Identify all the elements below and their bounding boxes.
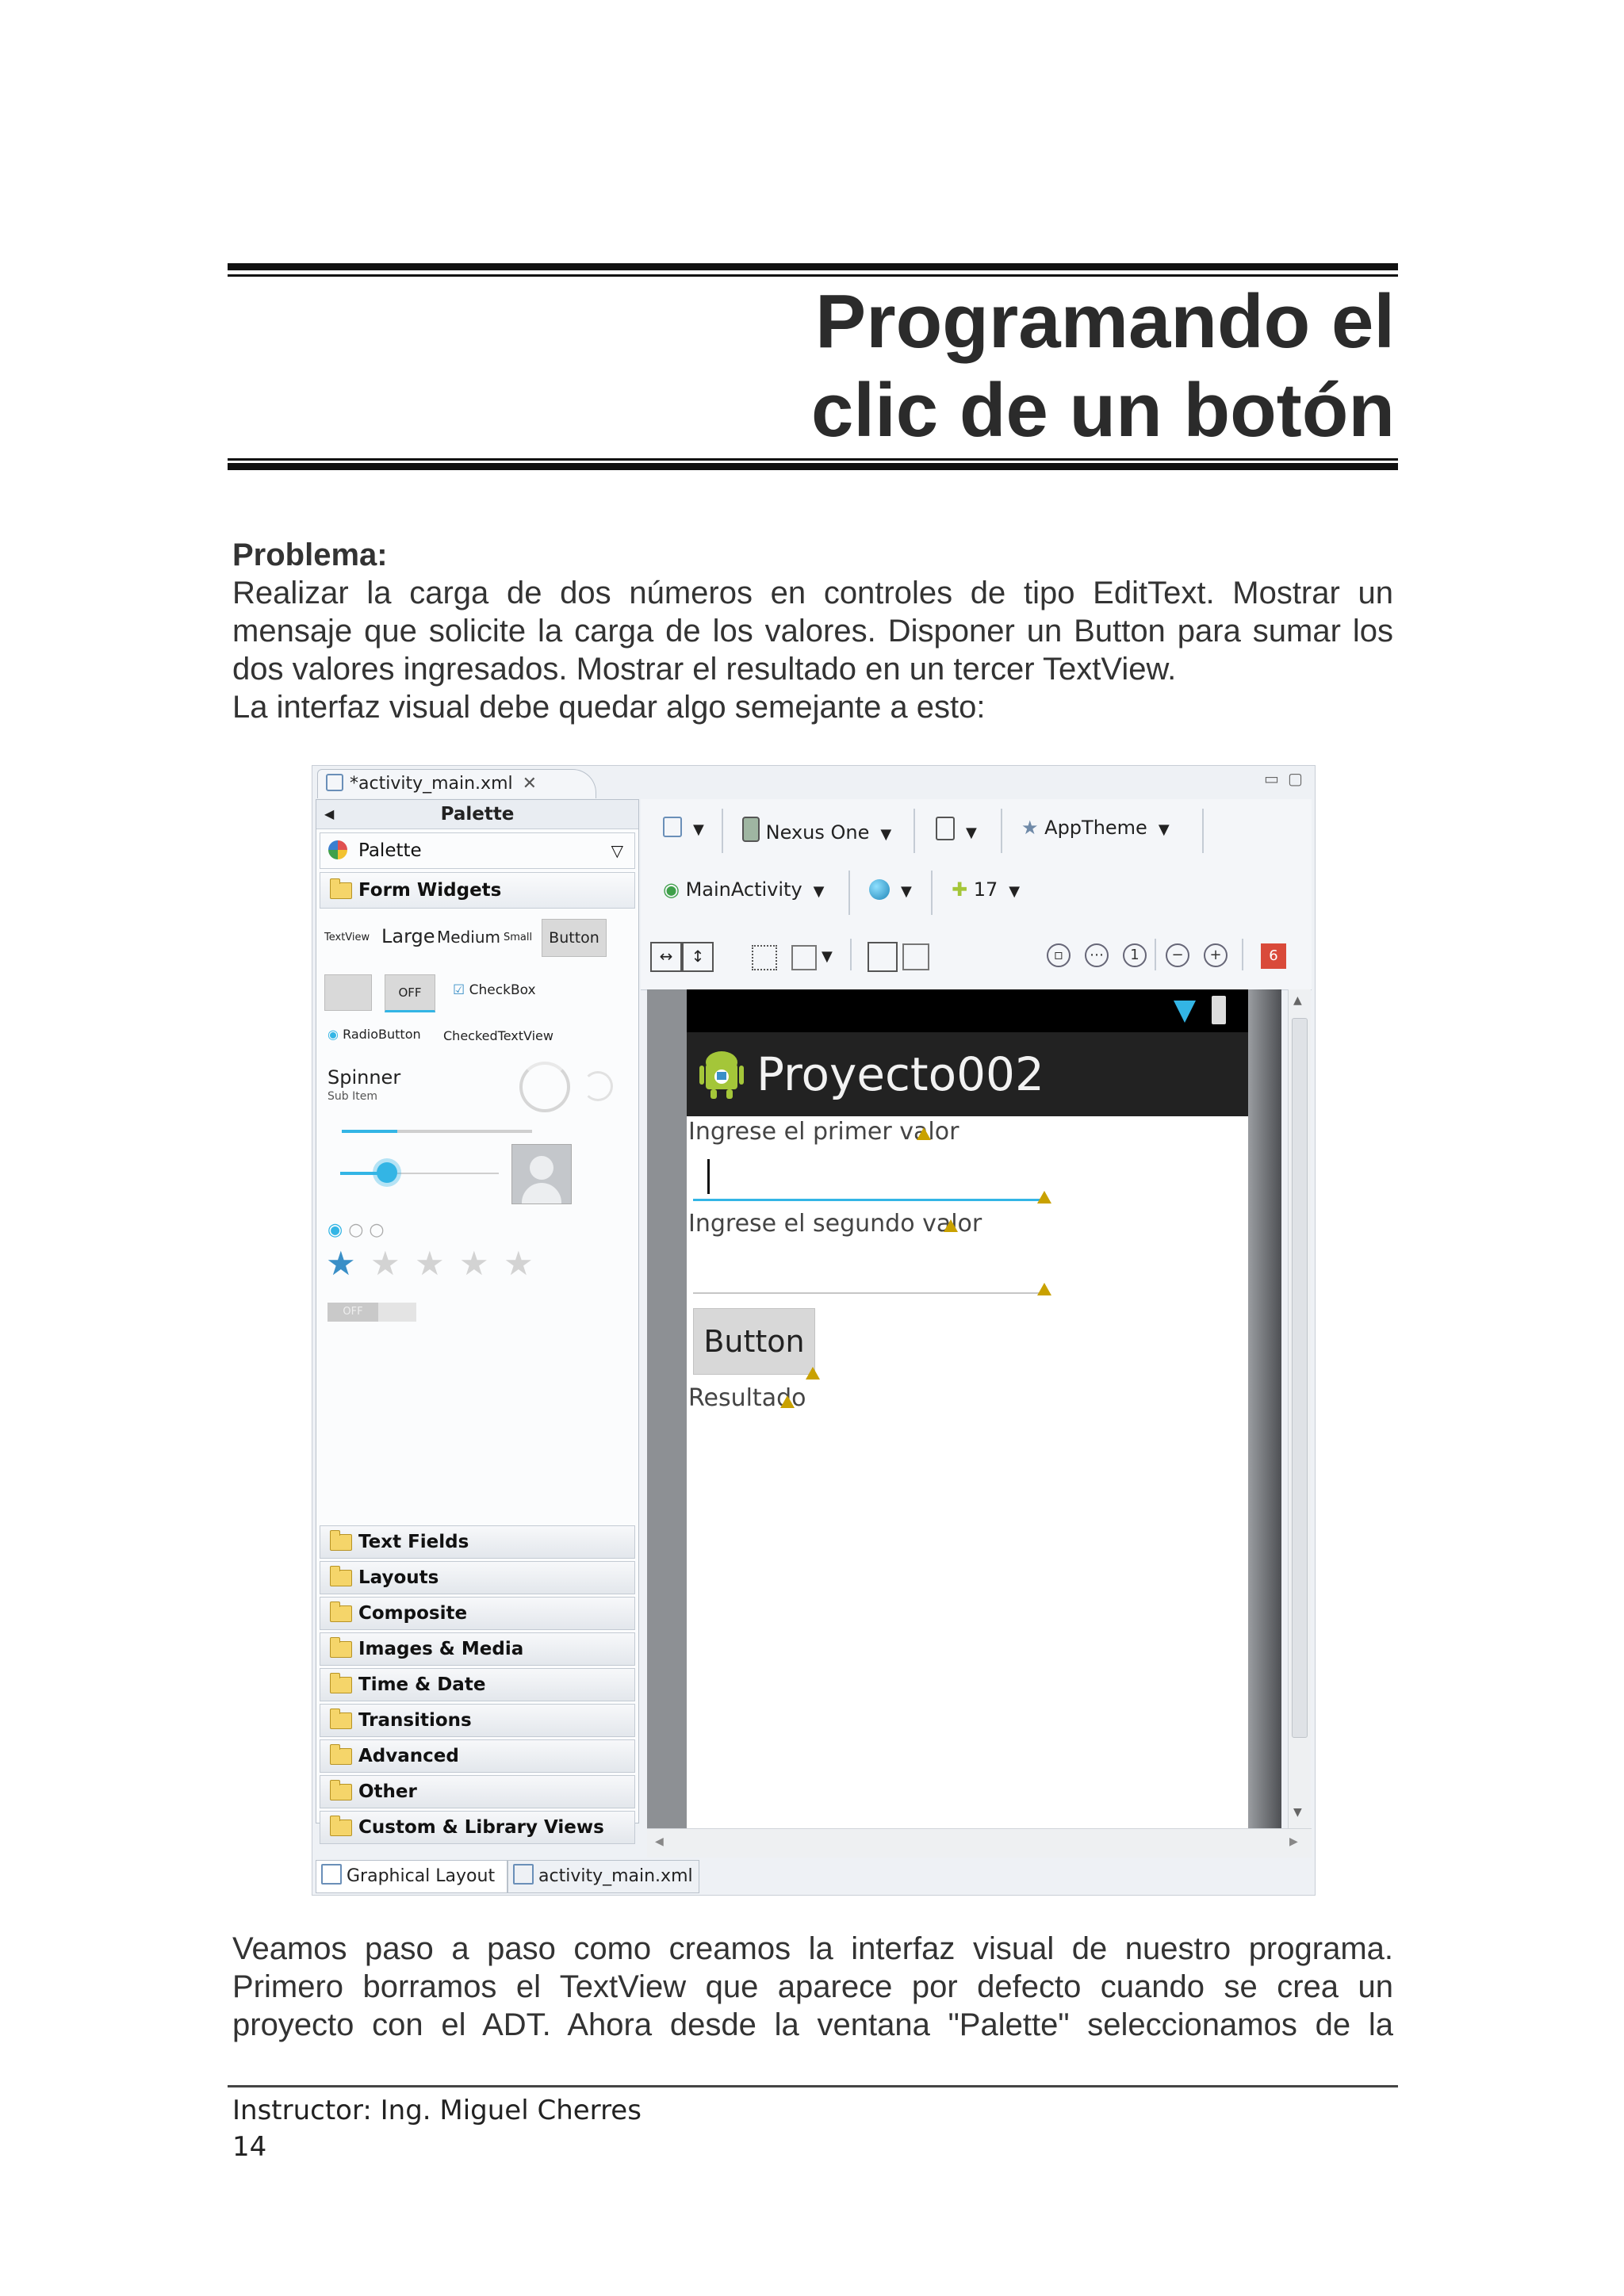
palette-header — [316, 800, 638, 829]
category-other[interactable]: Other — [320, 1775, 635, 1808]
scroll-up-icon[interactable]: ▲ — [1293, 994, 1302, 1007]
checkbox-label: CheckBox — [469, 982, 536, 998]
avatar-body-icon — [522, 1183, 561, 1203]
radio-group-icons[interactable]: ◉ ○ ○ — [327, 1220, 385, 1240]
wifi-icon — [1174, 1001, 1196, 1023]
widget-toggle[interactable]: OFF — [385, 974, 435, 1012]
config-icon — [663, 817, 682, 837]
tab-graphical-layout[interactable] — [316, 1860, 508, 1893]
widget-button[interactable]: Button — [542, 919, 607, 957]
toolbar-separator — [850, 939, 852, 970]
footer-rule — [228, 2085, 1398, 2087]
device-selector[interactable]: Nexus One ▼ — [742, 817, 891, 844]
title-rule-top — [228, 263, 1398, 270]
quickcontact-avatar[interactable] — [511, 1144, 572, 1204]
problem-label: Problema: — [232, 538, 388, 572]
progress-horizontal[interactable] — [342, 1130, 532, 1133]
category-layouts[interactable]: Layouts — [320, 1561, 635, 1594]
widget-checkbox[interactable] — [453, 982, 536, 998]
toolbar-separator — [848, 871, 850, 915]
category-label: Form Widgets — [358, 880, 502, 901]
widget-small[interactable]: Small — [504, 932, 533, 943]
progress-fill — [342, 1130, 397, 1133]
globe-icon — [869, 879, 890, 900]
phone-icon — [742, 817, 760, 842]
toolbar-separator — [1001, 809, 1002, 853]
page-number: 14 — [232, 2131, 267, 2163]
star-filled-icon: ★ — [326, 1244, 356, 1283]
label-second-value[interactable]: Ingrese el segundo valor — [688, 1210, 982, 1238]
device-name: Nexus One — [765, 821, 870, 844]
zoom-real-icon[interactable]: ⋯ — [1085, 943, 1109, 967]
app-title: Proyecto002 — [756, 1047, 1044, 1101]
tab-activity-main-xml-label: activity_main.xml — [538, 1866, 693, 1886]
tab-graphical-layout-label: Graphical Layout — [347, 1866, 496, 1886]
radio-label: RadioButton — [343, 1027, 421, 1042]
star-empty-icon: ★ — [370, 1244, 400, 1283]
star-empty-icon: ★ — [504, 1244, 534, 1283]
warning-icon — [780, 1395, 795, 1408]
error-count-badge[interactable]: 6 — [1261, 943, 1286, 969]
activity-name: MainActivity — [685, 878, 802, 901]
zoom-fit-icon[interactable]: ▫ — [1047, 943, 1071, 967]
edittext-first-value[interactable] — [693, 1199, 1045, 1201]
form-content — [687, 1116, 1248, 1828]
folder-icon — [330, 1570, 352, 1586]
warning-icon — [1037, 1283, 1051, 1295]
page-title-line2: clic de un botón — [811, 368, 1395, 453]
maximize-icon[interactable]: ▢ — [1288, 769, 1303, 788]
page-title-line1: Programando el — [815, 279, 1395, 364]
seekbar[interactable] — [340, 1173, 499, 1174]
switch-off-label: OFF — [327, 1303, 378, 1322]
category-transitions[interactable]: Transitions — [320, 1704, 635, 1737]
folder-icon — [330, 1641, 352, 1658]
category-images-media[interactable]: Images & Media — [320, 1632, 635, 1666]
folder-icon — [330, 1534, 352, 1551]
radio-icon: ◉ — [327, 1027, 339, 1042]
theme-selector[interactable]: ★ AppTheme ▼ — [1021, 817, 1170, 839]
category-form-widgets[interactable] — [320, 872, 635, 909]
zoom-actual-icon[interactable]: 1 — [1123, 943, 1147, 967]
title-rule-bottom-thin — [228, 458, 1398, 461]
title-rule-top-thin — [228, 274, 1398, 277]
folder-icon — [330, 1605, 352, 1622]
widget-medium[interactable]: Medium — [437, 928, 500, 947]
layout-toolbar — [641, 799, 1312, 990]
switch-widget[interactable] — [327, 1303, 416, 1322]
edittext-second-value[interactable] — [693, 1292, 1045, 1294]
star-empty-icon: ★ — [459, 1244, 489, 1283]
layout-icon — [321, 1864, 342, 1885]
toolbar-separator — [914, 809, 915, 853]
palette-selector-label: Palette — [358, 840, 422, 861]
xml-icon — [513, 1864, 534, 1885]
checkbox-icon: ☑ — [453, 982, 465, 998]
api-level-selector[interactable]: ✚ 17 ▼ — [952, 878, 1021, 901]
scroll-left-icon[interactable]: ◀ — [655, 1835, 664, 1848]
action-bar — [687, 1032, 1248, 1116]
minimize-icon[interactable]: ▭ — [1264, 769, 1279, 788]
widget-textview[interactable]: TextView — [324, 932, 370, 943]
avatar-head-icon — [530, 1156, 553, 1180]
outline-icon[interactable] — [902, 943, 929, 970]
palette-icon — [328, 840, 347, 859]
form-widgets-area — [316, 911, 638, 1561]
rating-bar[interactable] — [326, 1244, 564, 1287]
ide-screenshot — [312, 765, 1316, 1896]
chevron-down-icon: ▽ — [611, 841, 623, 860]
warning-icon — [917, 1127, 931, 1140]
widget-radiobutton[interactable] — [327, 1027, 421, 1042]
activity-selector[interactable]: ◉ MainActivity ▼ — [663, 878, 825, 901]
api-level: 17 — [973, 878, 998, 901]
folder-open-icon — [330, 882, 352, 899]
close-icon[interactable]: ✕ — [522, 774, 538, 794]
folder-icon — [330, 1677, 352, 1693]
continuation-paragraph: Veamos paso a paso como creamos la interfaz visual de nuestro programa. Primero borramos el TextView que aparece por defecto cuando se crea un proyecto con el ADT. Ahora desde la ventana "Palette" seleccionamos de la — [232, 1931, 1393, 2042]
category-text-fields[interactable]: Text Fields — [320, 1525, 635, 1559]
title-rule-bottom — [228, 463, 1398, 470]
android-logo-icon — [699, 1050, 744, 1099]
xml-file-icon — [326, 774, 343, 791]
collapse-arrow-icon[interactable]: ◀ — [324, 806, 335, 821]
widget-spinner-sub: Sub Item — [327, 1090, 377, 1103]
toolbar-separator — [1242, 939, 1243, 970]
folder-icon — [330, 1784, 352, 1800]
battery-icon — [1212, 996, 1226, 1024]
activity-icon: ◉ — [663, 878, 680, 901]
orientation-selector[interactable]: ▼ — [936, 817, 977, 842]
zoom-in-icon[interactable]: + — [1204, 943, 1228, 967]
scroll-right-icon[interactable]: ▶ — [1289, 1835, 1298, 1848]
problem-note: La interfaz visual debe quedar algo semejante a esto: — [232, 690, 986, 725]
device-edge — [1248, 989, 1281, 1828]
folder-icon — [330, 1712, 352, 1729]
emulate-height-button[interactable]: ↕ — [682, 942, 714, 972]
footer-instructor: Instructor: Ing. Miguel Cherres — [232, 2095, 642, 2126]
star-icon: ★ — [1021, 817, 1039, 839]
palette-categories — [316, 1523, 638, 1844]
category-composite[interactable]: Composite — [320, 1597, 635, 1630]
zoom-out-icon[interactable]: − — [1166, 943, 1189, 967]
device-preview[interactable] — [687, 989, 1248, 1828]
palette-panel — [316, 799, 639, 1838]
rotate-icon — [936, 817, 955, 840]
margins-icon[interactable] — [752, 945, 777, 970]
android-icon: ✚ — [952, 878, 968, 901]
text-cursor — [707, 1159, 710, 1194]
category-custom-library-views[interactable]: Custom & Library Views — [320, 1811, 635, 1844]
locale-selector[interactable]: ▼ — [869, 878, 912, 901]
layout-actions-icon[interactable] — [868, 942, 898, 972]
progress-small-icon[interactable] — [583, 1071, 613, 1101]
vertical-scrollbar[interactable] — [1288, 989, 1311, 1828]
warning-icon — [806, 1367, 820, 1380]
toolbar-separator — [722, 809, 723, 853]
warning-icon — [1037, 1191, 1051, 1203]
theme-name: AppTheme — [1044, 817, 1147, 839]
editor-tab-label: *activity_main.xml — [350, 774, 513, 794]
category-time-date[interactable]: Time & Date — [320, 1668, 635, 1701]
toolbar-separator — [1155, 939, 1156, 970]
toolbar-separator — [1202, 809, 1204, 853]
result-label[interactable]: Resultado — [688, 1384, 806, 1412]
warning-icon — [944, 1219, 958, 1232]
horizontal-scrollbar[interactable] — [647, 1828, 1312, 1858]
sum-button[interactable]: Button — [693, 1308, 815, 1375]
status-bar — [687, 989, 1248, 1032]
folder-icon — [330, 1748, 352, 1765]
star-empty-icon: ★ — [415, 1244, 445, 1283]
widget-large[interactable]: Large — [381, 925, 435, 947]
folder-icon — [330, 1820, 352, 1836]
label-first-value[interactable]: Ingrese el primer valor — [688, 1118, 959, 1146]
problem-paragraph: Realizar la carga de dos números en controles de tipo EditText. Mostrar un mensaje que solicite la carga de los valores. Disponer un Button para sumar los dos valores ingresados. Mostrar el resultado en un tercer TextView. — [232, 576, 1393, 687]
scroll-down-icon[interactable]: ▼ — [1293, 1806, 1302, 1819]
widget-small-button[interactable] — [324, 974, 372, 1011]
category-advanced[interactable]: Advanced — [320, 1739, 635, 1773]
tab-activity-main-xml[interactable] — [508, 1860, 699, 1893]
palette-selector[interactable] — [320, 832, 635, 869]
scroll-thumb[interactable] — [1292, 1018, 1308, 1738]
emulate-width-button[interactable]: ↔ — [650, 942, 682, 972]
seekbar-thumb — [377, 1162, 397, 1183]
widget-spinner[interactable]: Spinner — [327, 1066, 401, 1089]
problem-section — [232, 536, 1393, 726]
resize-icon[interactable] — [791, 945, 817, 970]
widget-checkedtextview[interactable]: CheckedTextView — [443, 1028, 553, 1043]
palette-header-label: Palette — [440, 804, 515, 825]
config-chooser[interactable]: ▼ — [663, 817, 704, 839]
progress-large-icon[interactable] — [519, 1062, 570, 1112]
resize-dropdown-icon[interactable]: ▼ — [822, 948, 833, 965]
toolbar-separator — [931, 871, 933, 915]
editor-tab[interactable] — [317, 769, 596, 798]
